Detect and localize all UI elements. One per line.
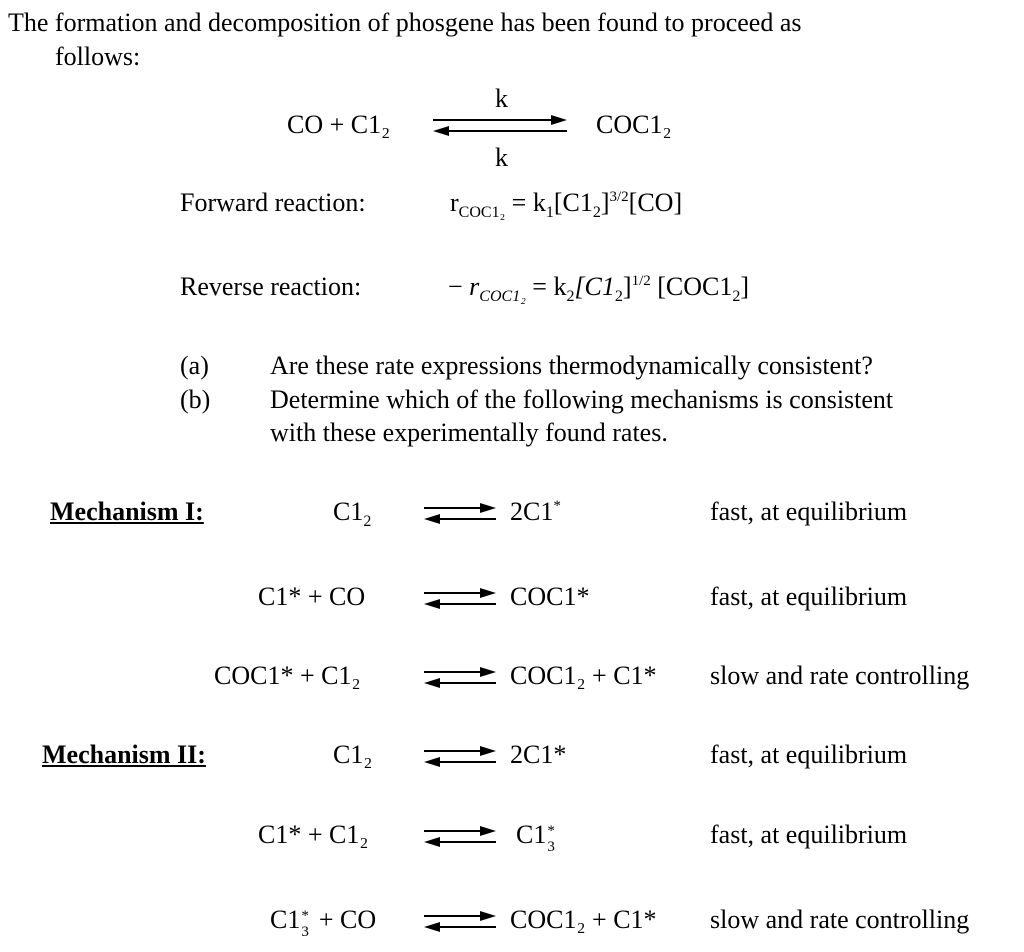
mech1-step2-arrow <box>424 589 499 609</box>
mech2-step1-note: fast, at equilibrium <box>710 740 908 769</box>
mech2-step3-left: C1 * 3 + CO <box>270 905 377 940</box>
overall-k-top: k <box>495 84 508 113</box>
reverse-label: Reverse reaction: <box>180 272 362 301</box>
mech1-step1-note: fast, at equilibrium <box>710 497 908 526</box>
mech1-step2-left: C1* + CO <box>258 582 366 611</box>
mech2-step2-arrow <box>424 827 499 847</box>
mech2-step3-right: COC1₂ + C1* <box>510 905 657 934</box>
mech1-step1-right: 2C1* <box>510 497 561 526</box>
reverse-rate-expression: − $r_{COC1_2} = k_2[C1_2]^{1/2}$ $[COC1_2]$ <box>448 272 750 305</box>
mech1-step3-left: COC1* + C1₂ <box>214 661 361 690</box>
question-a-marker: (a) <box>180 351 209 380</box>
mech2-step1-left: C1₂ <box>333 740 373 769</box>
mech2-step2-right: C1 * 3 <box>516 820 555 855</box>
intro-line-1: The formation and decomposition of phosgene has been found to proceed as <box>8 8 802 37</box>
mech1-step3-right: COC1₂ + C1* <box>510 661 657 690</box>
mech2-step2-note: fast, at equilibrium <box>710 820 908 849</box>
mech2-step2-left: C1* + C1₂ <box>258 820 369 849</box>
mech1-step2-right: COC1* <box>510 582 590 611</box>
mechanism-1-title: Mechanism I: <box>50 497 204 526</box>
mech1-step1-left: $C1_2$ <box>333 497 372 530</box>
mech2-step1-arrow <box>424 747 499 767</box>
question-b-text-line-1: Determine which of the following mechanisms is consistent <box>270 385 894 414</box>
forward-rate-expression: $r_{COC1_2} = k_1[C1_2]^{3/2}[CO]$ <box>450 188 683 221</box>
overall-right: COC1₂ <box>596 110 672 139</box>
mech2-step3-arrow <box>424 912 499 932</box>
question-b-text-line-2: with these experimentally found rates. <box>270 418 668 447</box>
forward-label: Forward reaction: <box>180 188 366 217</box>
overall-left: CO + C1₂ <box>287 110 391 139</box>
overall-equilibrium-arrow <box>433 116 573 136</box>
intro-line-2: follows: <box>55 42 141 71</box>
mech2-step1-right: 2C1* <box>510 740 567 769</box>
mech1-step2-note: fast, at equilibrium <box>710 582 908 611</box>
mech1-step3-note: slow and rate controlling <box>710 661 970 690</box>
mech1-step3-arrow <box>424 668 499 688</box>
overall-k-bottom: k <box>495 143 508 172</box>
mech2-step3-note: slow and rate controlling <box>710 905 970 934</box>
question-b-marker: (b) <box>180 385 211 414</box>
mech1-step1-arrow <box>424 504 499 524</box>
mechanism-2-title: Mechanism II: <box>42 740 206 769</box>
question-a-text: Are these rate expressions thermodynamically consistent? <box>270 351 873 380</box>
